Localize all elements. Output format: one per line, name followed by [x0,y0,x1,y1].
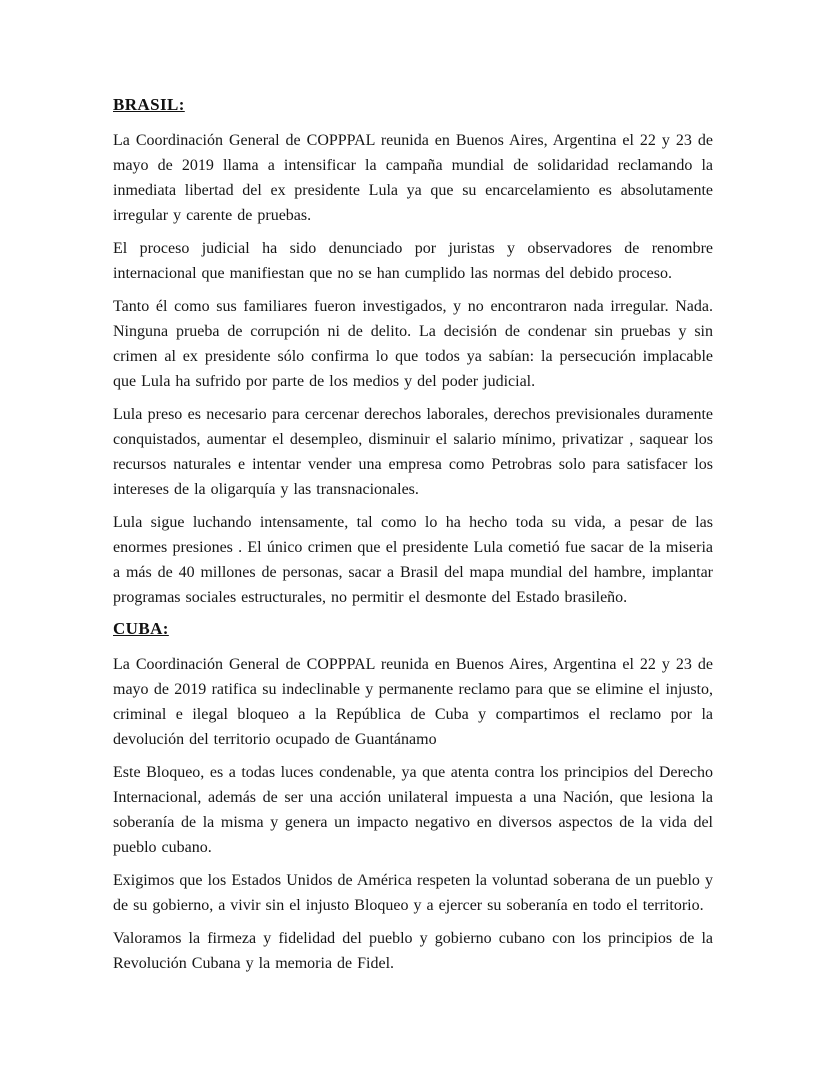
paragraph-cuba-1: La Coordinación General de COPPPAL reunida en Buenos Aires, Argentina el 22 y 23 de mayo de 2019 ratifica su indeclinable y permanente reclamo para que se elimine el injusto, criminal e ilegal bloqueo a la República de Cuba y compartimos el reclamo por la devolución del territorio ocupado de Guantánamo [113,656,713,748]
paragraph-brasil-1: La Coordinación General de COPPPAL reunida en Buenos Aires, Argentina el 22 y 23 de mayo de 2019 llama a intensificar la campaña mundial de solidaridad reclamando la inmediata libertad del ex presidente Lula ya que su encarcelamiento es absolutamente irregular y carente de pruebas. [113,132,713,224]
paragraph-brasil-5: Lula sigue luchando intensamente, tal como lo ha hecho toda su vida, a pesar de las enormes presiones . El único crimen que el presidente Lula cometió fue sacar de la miseria a más de 40 millones de personas, sacar a Brasil del mapa mundial del hambre, implantar programas sociales estructurales, no permitir el desmonte del Estado brasileño. [113,514,713,606]
section-heading-brasil: BRASIL: [113,95,185,114]
section-brasil [113,94,713,610]
paragraph-brasil-4: Lula preso es necesario para cercenar derechos laborales, derechos previsionales duramente conquistados, aumentar el desempleo, disminuir el salario mínimo, privatizar , saquear los recursos naturales e intentar vender una empresa como Petrobras solo para satisfacer los intereses de la oligarquía y las transnacionales. [113,406,713,498]
section-cuba [113,618,713,976]
section-heading-cuba: CUBA: [113,619,169,638]
paragraph-cuba-2: Este Bloqueo, es a todas luces condenable, ya que atenta contra los principios del Derecho Internacional, además de ser una acción unilateral impuesta a una Nación, que lesiona la soberanía de la misma y genera un impacto negativo en diversos aspectos de la vida del pueblo cubano. [113,764,713,856]
paragraph-brasil-3: Tanto él como sus familiares fueron investigados, y no encontraron nada irregular. Nada. Ninguna prueba de corrupción ni de delito. La decisión de condenar sin pruebas y sin crimen al ex presidente sólo confirma lo que todos ya sabían: la persecución implacable que Lula ha sufrido por parte de los medios y del poder judicial. [113,298,713,390]
paragraph-cuba-3: Exigimos que los Estados Unidos de América respeten la voluntad soberana de un pueblo y de su gobierno, a vivir sin el injusto Bloqueo y a ejercer su soberanía en todo el territorio. [113,872,713,914]
paragraph-brasil-2: El proceso judicial ha sido denunciado por juristas y observadores de renombre internacional que manifiestan que no se han cumplido las normas del debido proceso. [113,240,713,282]
paragraph-cuba-4: Valoramos la firmeza y fidelidad del pueblo y gobierno cubano con los principios de la Revolución Cubana y la memoria de Fidel. [113,930,713,972]
